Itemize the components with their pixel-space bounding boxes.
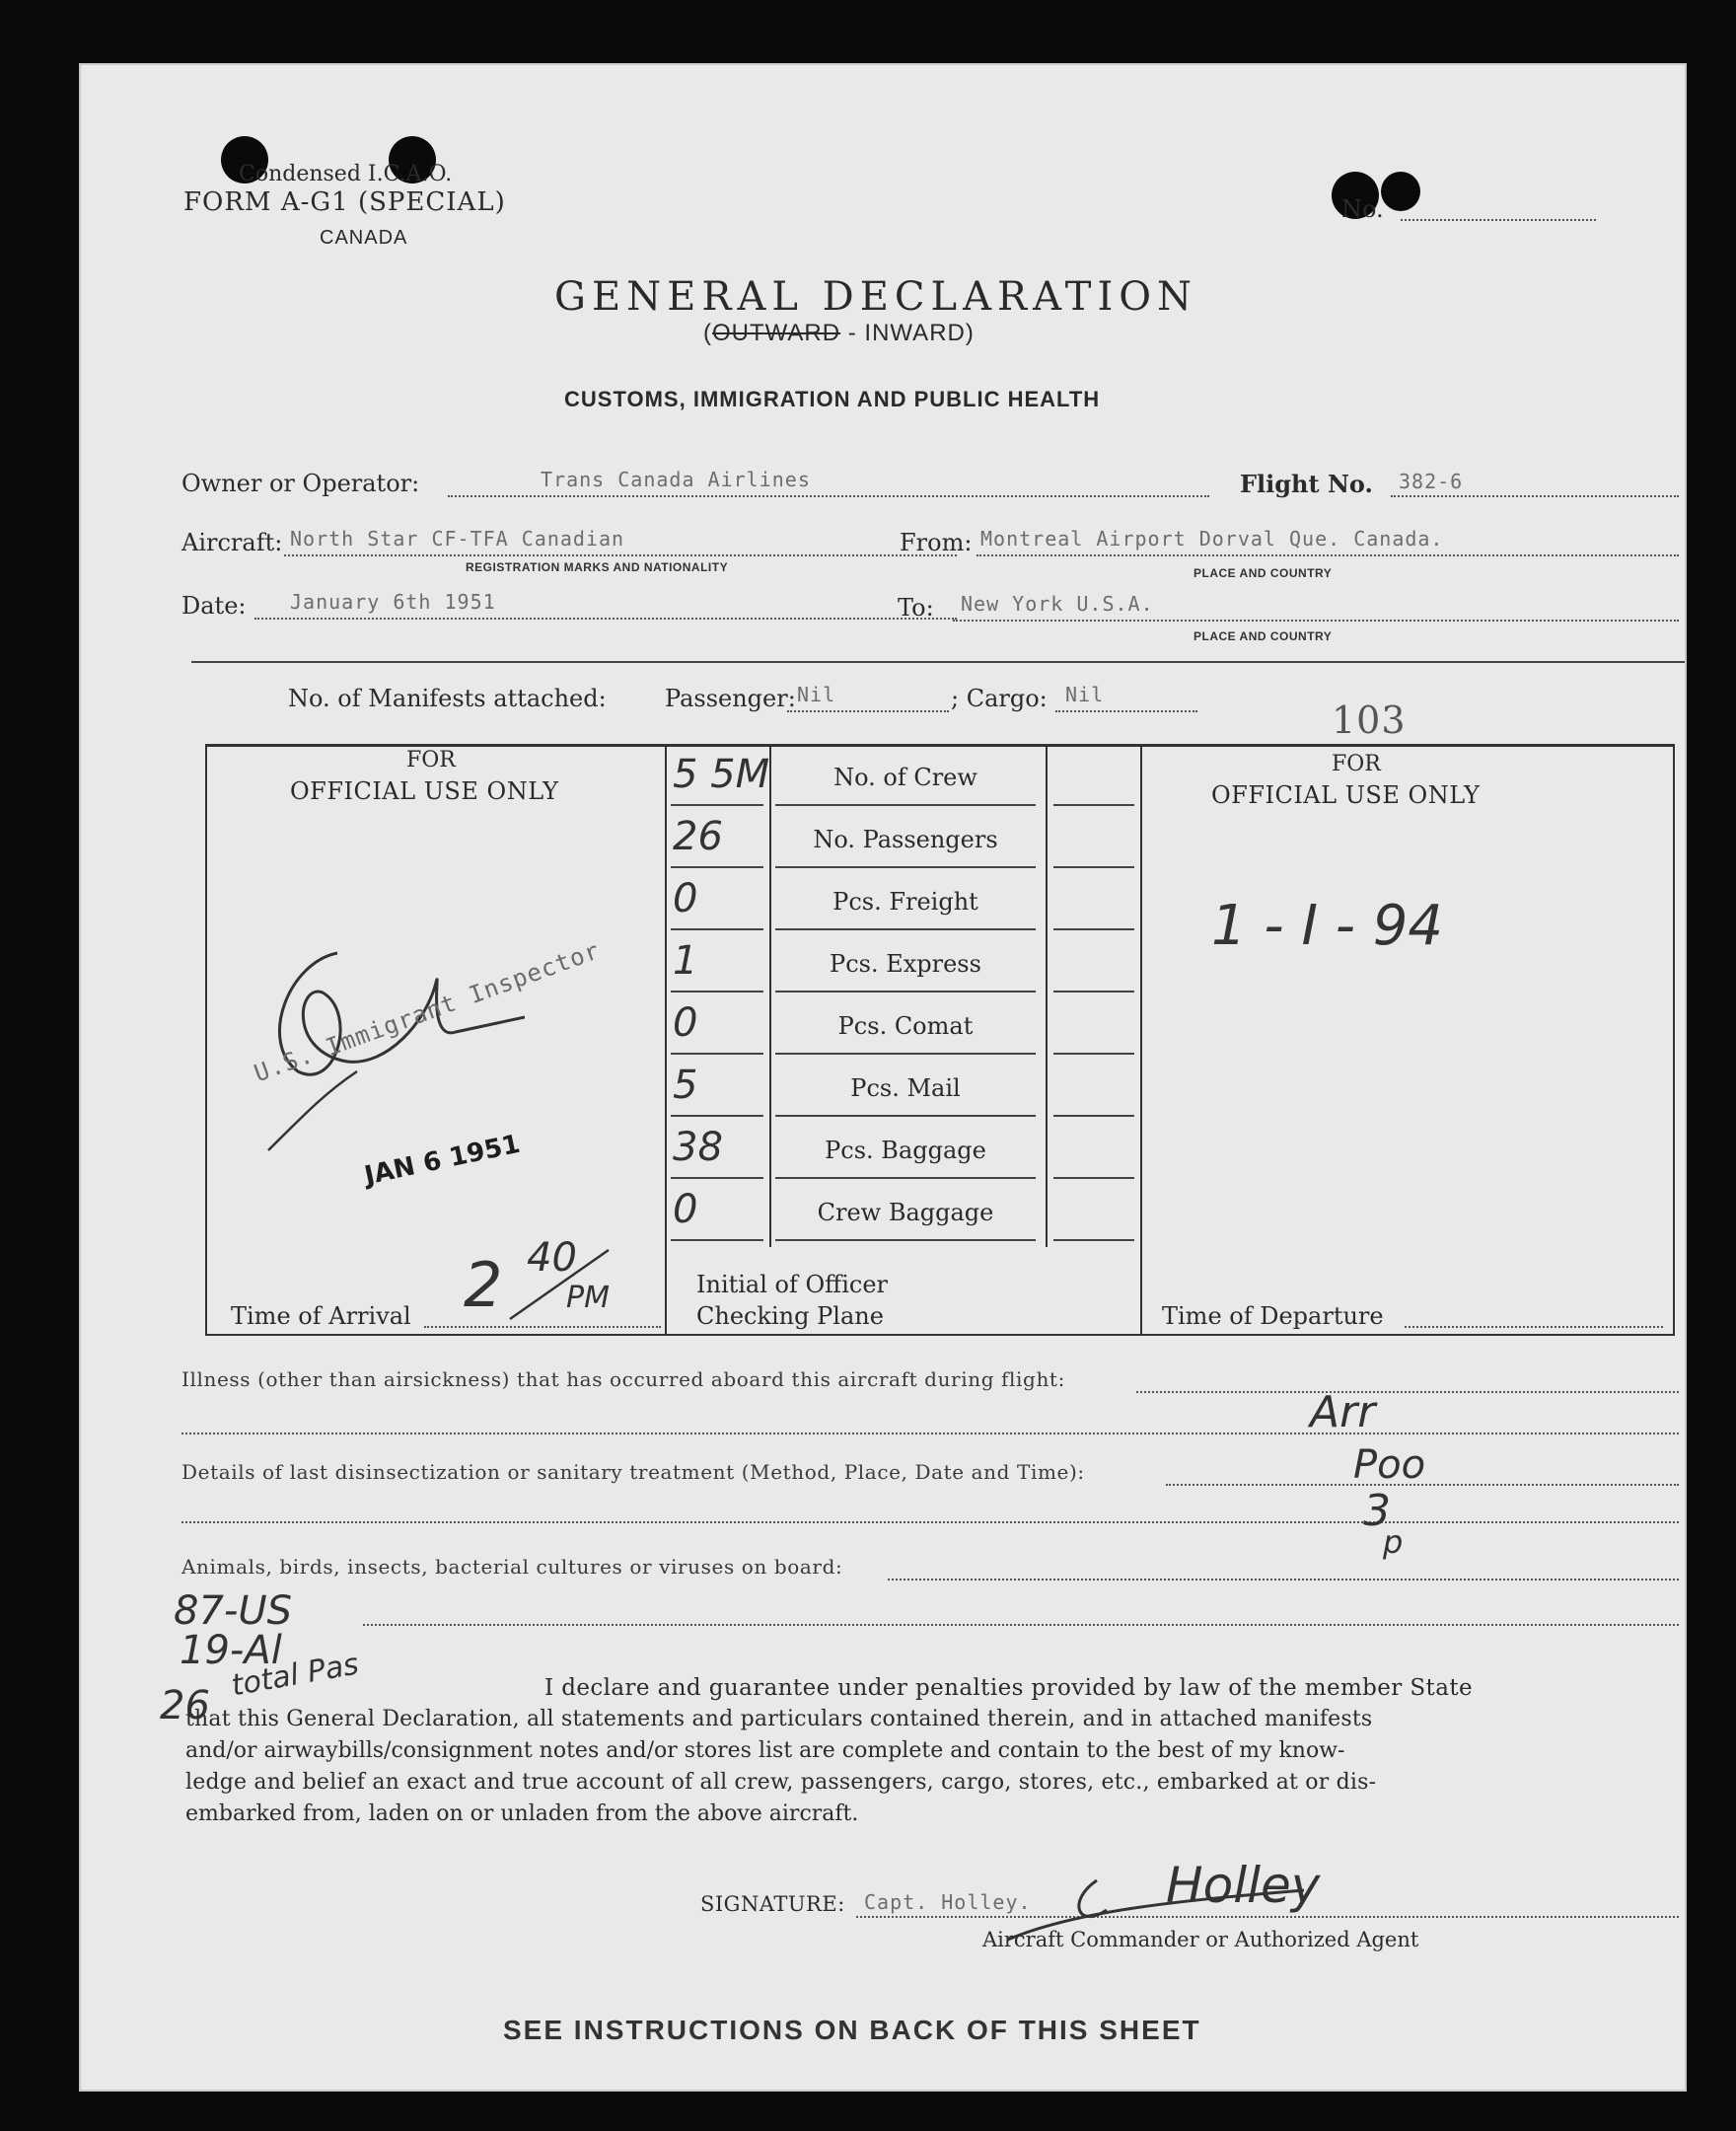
count-row-line <box>671 1239 763 1241</box>
count-label: Crew Baggage <box>817 1199 994 1226</box>
box-divider-right <box>1140 744 1142 1336</box>
animals-line1 <box>888 1579 1679 1580</box>
annotation-right-4: p <box>1383 1523 1404 1561</box>
official-left-line1: FOR <box>406 748 456 772</box>
count-value: 0 <box>673 876 698 921</box>
declaration-line5: embarked from, laden on or unladen from the above aircraft. <box>185 1801 859 1826</box>
illness-label: Illness (other than airsickness) that has occurred aboard this aircraft during flight: <box>181 1367 1065 1391</box>
count-row-line <box>1053 866 1134 868</box>
direction-line <box>703 320 975 347</box>
direction-outward: OUTWARD <box>712 320 841 346</box>
count-row-line <box>1053 1115 1134 1117</box>
header-divider <box>191 661 1685 663</box>
punch-hole <box>1381 172 1420 211</box>
date-label: Date: <box>181 592 247 620</box>
count-row-line <box>775 1115 1036 1117</box>
paren-close: ) <box>965 320 975 346</box>
immigration-stamp: U.S. Immigrant Inspector <box>251 936 604 1088</box>
footer-instructions: SEE INSTRUCTIONS ON BACK OF THIS SHEET <box>503 2015 1201 2045</box>
count-row-line <box>671 1115 763 1117</box>
count-row-line <box>775 1053 1036 1055</box>
annotation-right-1: Arr <box>1310 1387 1376 1437</box>
count-value: 26 <box>673 814 723 859</box>
arrival-label: Time of Arrival <box>231 1302 411 1330</box>
count-label: Pcs. Express <box>830 950 981 978</box>
count-row-line <box>1053 991 1134 992</box>
from-line <box>976 554 1679 556</box>
form-line2: FORM A-G1 (SPECIAL) <box>183 187 506 217</box>
official-right-line2: OFFICIAL USE ONLY <box>1211 781 1481 809</box>
declaration-line3: and/or airwaybills/consignment notes and/or stores list are complete and contain to the best of my know- <box>185 1738 1345 1763</box>
arrival-line <box>424 1326 661 1328</box>
count-row-line <box>671 991 763 992</box>
count-label: No. of Crew <box>833 764 977 791</box>
from-value: Montreal Airport Dorval Que. Canada. <box>980 527 1444 551</box>
declaration-line2: that this General Declaration, all statements and particulars contained therein, and in attached manifests <box>185 1707 1373 1731</box>
aircraft-caption: REGISTRATION MARKS AND NATIONALITY <box>466 560 729 574</box>
cargo-manifest-line <box>1055 710 1197 712</box>
count-label: Pcs. Mail <box>850 1074 961 1102</box>
declaration-sheet <box>79 63 1687 2092</box>
departure-label: Time of Departure <box>1162 1302 1384 1330</box>
count-row-line <box>671 804 763 806</box>
tally-line3-num: 26 <box>160 1683 210 1728</box>
arrival-pm: PM <box>566 1281 610 1315</box>
count-row-line <box>775 928 1036 930</box>
count-row-line <box>775 866 1036 868</box>
count-value: 1 <box>673 938 698 984</box>
passenger-manifest-line <box>787 710 949 712</box>
date-value: January 6th 1951 <box>290 590 496 614</box>
flight-line <box>1391 495 1679 497</box>
arrival-hour: 2 <box>464 1249 503 1321</box>
aircraft-line <box>284 554 957 556</box>
signature-typed: Capt. Holley. <box>864 1890 1032 1914</box>
manifests-label: No. of Manifests attached: <box>288 685 607 712</box>
signature-caption: Aircraft Commander or Authorized Agent <box>982 1928 1419 1951</box>
passenger-manifest-value: Nil <box>797 683 836 706</box>
count-value: 0 <box>673 1187 698 1232</box>
box-divider-values <box>769 744 771 1247</box>
arrival-minutes: 40 <box>527 1235 577 1281</box>
flight-value: 382-6 <box>1399 470 1464 493</box>
signature-handwritten: Holley <box>1166 1857 1321 1914</box>
page-subtitle: CUSTOMS, IMMIGRATION AND PUBLIC HEALTH <box>564 387 1101 411</box>
form-line3: CANADA <box>320 227 408 249</box>
to-caption: PLACE AND COUNTRY <box>1194 629 1333 643</box>
tally-line2: 19-Al <box>180 1628 282 1673</box>
count-row-line <box>1053 1239 1134 1241</box>
owner-line <box>448 495 1209 497</box>
count-row-line <box>775 1177 1036 1179</box>
count-label: No. Passengers <box>813 826 998 853</box>
count-row-line <box>1053 1053 1134 1055</box>
count-value: 5 <box>673 1063 698 1108</box>
count-label: Pcs. Freight <box>832 888 978 916</box>
initial-line2: Checking Plane <box>696 1302 884 1330</box>
animals-label: Animals, birds, insects, bacterial cultures or viruses on board: <box>181 1555 843 1579</box>
illness-line2 <box>181 1433 1679 1434</box>
form-line1: Condensed I.C.A.O. <box>239 162 453 186</box>
illness-line1 <box>1136 1391 1679 1393</box>
tally-line3-text: total Pas <box>229 1647 362 1704</box>
count-row-line <box>775 804 1036 806</box>
document-number: 103 <box>1332 698 1407 742</box>
direction-inward: - INWARD <box>840 320 966 346</box>
aircraft-label: Aircraft: <box>181 529 283 556</box>
count-row-line <box>1053 1177 1134 1179</box>
official-right-line1: FOR <box>1332 752 1381 776</box>
official-left-line2: OFFICIAL USE ONLY <box>290 777 559 805</box>
count-row-line <box>775 991 1036 992</box>
box-divider-left <box>665 744 667 1336</box>
owner-label: Owner or Operator: <box>181 470 420 497</box>
annotation-right-2: Poo <box>1353 1442 1426 1488</box>
official-right-note: 1 - I - 94 <box>1211 894 1444 958</box>
to-line <box>953 620 1679 622</box>
from-label: From: <box>900 529 973 556</box>
annotation-right-3: 3 <box>1363 1486 1391 1536</box>
owner-value: Trans Canada Airlines <box>541 468 811 491</box>
count-value: 38 <box>673 1125 723 1170</box>
count-value: 0 <box>673 1000 698 1046</box>
passenger-manifest-label: Passenger: <box>665 685 796 712</box>
box-divider-labels <box>1046 744 1048 1247</box>
flight-label: Flight No. <box>1240 470 1373 498</box>
serial-no-line <box>1401 219 1596 221</box>
count-row-line <box>1053 928 1134 930</box>
count-label: Pcs. Comat <box>837 1012 974 1040</box>
aircraft-value: North Star CF-TFA Canadian <box>290 527 625 551</box>
paren-open: ( <box>703 320 712 346</box>
disinsect-line2 <box>181 1521 1679 1523</box>
cargo-manifest-label: ; Cargo: <box>951 685 1048 712</box>
from-caption: PLACE AND COUNTRY <box>1194 566 1333 580</box>
count-row-line <box>671 1177 763 1179</box>
page-title: GENERAL DECLARATION <box>554 274 1198 320</box>
declaration-line4: ledge and belief an exact and true account of all crew, passengers, cargo, stores, etc., embarked at or dis- <box>185 1770 1377 1795</box>
count-value: 5 5M <box>673 752 770 797</box>
count-row-line <box>1053 804 1134 806</box>
initial-line1: Initial of Officer <box>696 1271 889 1298</box>
count-row-line <box>671 928 763 930</box>
declaration-line1: I declare and guarantee under penalties provided by law of the member State <box>544 1675 1473 1701</box>
count-row-line <box>671 866 763 868</box>
departure-line <box>1405 1326 1663 1328</box>
to-label: To: <box>898 594 934 622</box>
serial-no-label: No. <box>1341 195 1384 223</box>
arrival-slash <box>505 1245 614 1324</box>
signature-label: SIGNATURE: <box>700 1892 845 1916</box>
cargo-manifest-value: Nil <box>1065 683 1105 706</box>
stamp-date: JAN 6 1951 <box>362 1129 523 1192</box>
disinsect-label: Details of last disinsectization or sanitary treatment (Method, Place, Date and Time): <box>181 1460 1085 1484</box>
count-label: Pcs. Baggage <box>825 1137 986 1164</box>
tally-line1: 87-US <box>174 1588 292 1634</box>
animals-line2 <box>363 1624 1679 1626</box>
to-value: New York U.S.A. <box>961 592 1154 616</box>
count-row-line <box>671 1053 763 1055</box>
count-row-line <box>775 1239 1036 1241</box>
date-line <box>254 618 957 620</box>
